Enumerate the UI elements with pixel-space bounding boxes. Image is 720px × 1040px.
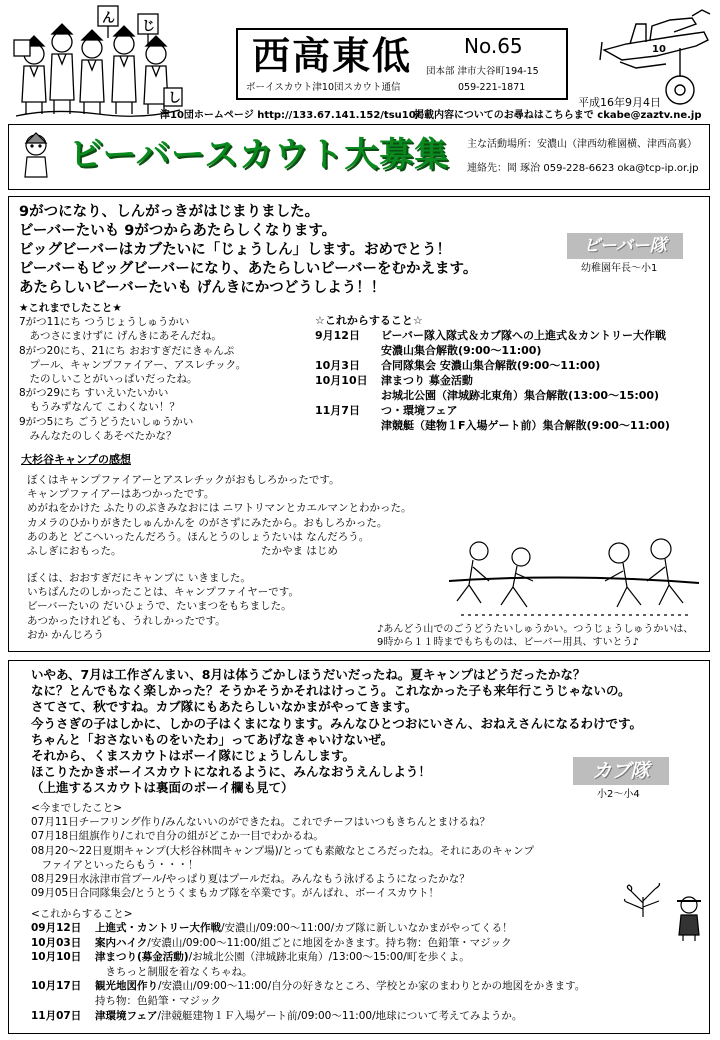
plant-illustration-icon [621, 883, 665, 919]
list-item: 08月20～22日夏期キャンプ(大杉谷林間キャンプ場)/とっても素敵なところだったね。それにあのキャンプ [31, 844, 535, 857]
schedule-detail: /安濃山/09:00～11:00/自分の好きなところ、学校とか家のまわりとかの地図をかきます。 [158, 980, 586, 993]
issue-date: 平成16年9月4日 [578, 96, 661, 109]
beaver-recruit-headline: ビーバースカウト大募集 [69, 135, 450, 175]
schedule-date: 10月10日 [31, 951, 82, 964]
list-item: もうみずなんて こわくない！？ [19, 401, 180, 414]
beaver-age-range: 幼稚園年長～小1 [581, 263, 658, 274]
beaver-intro-line: 9がつになり、しんがっきがはじまりました。 [19, 204, 320, 220]
schedule-row [31, 1009, 585, 1024]
schedule-date: 10月3日 [315, 359, 360, 372]
schedule-title: 案内ハイク [95, 936, 148, 949]
schedule-date [315, 388, 381, 403]
cub-age-range: 小2～小4 [597, 789, 640, 800]
list-item: みんなたのしくあそべたかな？ [19, 429, 177, 442]
essay-line: ビーバーたいの だいひょうで、たいまつをもちました。 [27, 600, 292, 613]
list-item: あつさにまけずに げんきにあそんだね。 [19, 330, 222, 343]
beaver-past-list [19, 301, 246, 443]
schedule-text: 津まつり 募金活動 [381, 374, 473, 387]
beaver-recruit-banner [8, 124, 710, 190]
beaver-intro [19, 203, 477, 298]
beaver-contact: 連絡先：岡 琢治 059-228-6623 oka@tcp-ip.or.jp [467, 163, 699, 174]
sign-char-1: ん [102, 11, 116, 26]
schedule-row [315, 388, 670, 403]
schedule-row [31, 965, 585, 980]
schedule-row [315, 403, 670, 418]
schedule-row [31, 994, 585, 1009]
beaver-intro-line: ビッグビーバーはカブたいに「じょうしん」します。おめでとう！ [19, 242, 451, 258]
schedule-text: 合同隊集会 安濃山集合解散(9:00～11:00) [381, 359, 601, 372]
schedule-date: 11月7日 [315, 404, 360, 417]
newsletter-subtitle: ボーイスカウト津10団スカウト通信 [246, 82, 401, 93]
sign-char-3: し [168, 91, 182, 106]
list-item: プール、キャンプファイアー、アスレチック。 [19, 358, 247, 371]
list-item: 8がつ29にち すいえいたいかい [19, 387, 169, 400]
essay-line: あのあと どこへいったんだろう。ほんとうのしょうたいは なんだろう。 [27, 530, 370, 543]
beaver-future-heading: ☆これからすること☆ [315, 314, 423, 327]
cub-intro [31, 667, 642, 797]
essay-line: キャンプファイアーはあつかったです。 [27, 488, 215, 501]
headquarters-address: 団本部 津市大谷町194-15 [426, 66, 539, 77]
headquarters-tel: 059-221-1871 [458, 82, 526, 93]
list-item: 9がつ5にち ごうどうたいしゅうかい [19, 415, 194, 428]
scouts-illustration-icon [12, 4, 184, 122]
cub-intro-line: なに？とんでもなく楽しかった？そうかそうかそれはけっこう。これなかった子も来年行こうじゃないの。 [31, 683, 631, 699]
schedule-title: 上進式・カントリー大作戦 [95, 922, 221, 934]
scout-figure-icon [673, 895, 705, 941]
cub-intro-line: ほこりたかきボーイスカウトになれるように、みんなおうえんしよう！ [31, 764, 431, 780]
page-title: 西高東低 [252, 33, 413, 78]
list-item: 8がつ20にち、21にち おおすぎだにきゃんぷ [19, 344, 235, 357]
schedule-row [31, 921, 585, 936]
cub-badge: カブ隊 [573, 757, 669, 785]
schedule-row [315, 358, 670, 373]
list-item: 08月29日水泳津市営プール/やっぱり夏はプールだね。みんなもう泳げるようになったかな？ [31, 873, 470, 886]
schedule-title: 観光地図作り [95, 980, 158, 993]
schedule-row [315, 343, 670, 358]
camp-essay-2 [27, 571, 299, 642]
cub-intro-line: さてさて、秋ですね。カブ隊にもあたらしいなかまがやってきます。 [31, 699, 418, 715]
beaver-past-heading: ★これまでしたこと★ [19, 302, 122, 314]
list-item: ファイアといったらもう・・・！ [31, 858, 199, 871]
list-item: 07月18日組旗作り/これで自分の組がどこか一目でわかるね。 [31, 830, 324, 843]
schedule-date [315, 343, 381, 358]
beaver-intro-line: ビーバーたいも 9がつからあたらしくなります。 [19, 223, 337, 239]
beaver-intro-line: ビーバーもビッグビーバーになり、あたらしいビーバーをむかえます。 [19, 261, 478, 277]
essay-line: カメラのひかりがきたしゅんかんを のがさずにみたから。おもしろかった。 [27, 516, 388, 529]
camp-essay-1 [27, 473, 411, 558]
schedule-date [315, 418, 381, 433]
photo-caption [377, 623, 693, 649]
schedule-text: つ・環境フェア [381, 404, 458, 417]
schedule-row [31, 936, 585, 951]
activity-area: 主な活動場所：安濃山（津西幼稚園横、津西高裏） [467, 139, 697, 150]
essay-line: めがねをかけた ふたりのぶきみなおには ニワトリマンとカエルマンとわかった。 [27, 502, 412, 515]
schedule-row [315, 328, 670, 343]
cub-intro-line: （上進するスカウトは裏面のボーイ欄も見て） [31, 780, 294, 796]
beaver-mascot-icon [19, 131, 53, 181]
cub-intro-line: それから、くまスカウトはボーイ隊にじょうしんします。 [31, 748, 356, 764]
sign-char-2: じ [142, 19, 156, 34]
schedule-row [31, 979, 585, 994]
essay-line: あつかったけれども、うれしかったです。 [27, 614, 226, 627]
schedule-title: 津まつり(募金活動) [95, 951, 189, 964]
beaver-intro-line: あたらしいビーバーたいも げんきにかつどうしよう！！ [19, 280, 386, 296]
schedule-date: 10月03日 [31, 936, 82, 949]
schedule-text: お城北公園（津城跡北東角）集合解散(13:00～15:00) [381, 389, 660, 402]
schedule-detail: /安濃山/09:00～11:00/カブ隊に新しいなかまがやってくる！ [221, 922, 513, 934]
cub-future-list [31, 907, 585, 1023]
camp-impressions-heading: 大杉谷キャンプの感想 [21, 453, 131, 466]
essay-line: ぼくはキャンプファイアーとアスレチックがおもしろかったです。 [27, 474, 340, 486]
schedule-text: 津競艇（建物１F入場ゲート前）集合解散(9:00～11:00) [381, 419, 670, 432]
schedule-row [315, 373, 670, 388]
schedule-date: 9月12日 [315, 329, 360, 342]
schedule-row [315, 418, 670, 433]
schedule-detail: /津競艇建物１Ｆ入場ゲート前/09:00～11:00/地球について考えてみようか。 [157, 1009, 523, 1022]
schedule-date: 11月07日 [31, 1009, 82, 1022]
essay-line: ぼくは、おおすぎだにキャンプに いきました。 [27, 572, 251, 584]
cub-future-heading: <これからすること> [31, 908, 133, 920]
beaver-badge: ビーバー隊 [567, 233, 683, 259]
schedule-detail: きちっと制服を着なくちゃね。 [95, 965, 253, 978]
schedule-detail: /お城北公園（津城跡北東角）/13:00～15:00/町を歩くよ。 [188, 951, 470, 964]
schedule-date: 10月17日 [31, 980, 82, 993]
cub-intro-line: いやあ、7月は工作ざんまい、8月は体うごかしほうだいだったね。夏キャンプはどうだったかな？ [31, 667, 586, 682]
essay-line: ふしぎにおもった。 [27, 545, 122, 558]
cub-past-list [31, 801, 534, 900]
cub-past-heading: <今までしたこと> [31, 802, 123, 814]
schedule-detail: /安濃山/09:00～11:00/組ごとに地図をかきます。持ち物：色鉛筆・マジック [147, 936, 512, 949]
cub-intro-line: 今うさぎの子はしかに、しかの子はくまになります。みんなひとつおにいさん、おねえさんになるわけです。 [31, 715, 643, 731]
camp-essay-1-author: たかやま はじめ [261, 545, 338, 557]
beaver-future-list [315, 313, 670, 433]
schedule-row [31, 950, 585, 965]
camp-essay-2-author: おか かんじろう [27, 628, 104, 641]
schedule-date: 10月10日 [315, 374, 368, 387]
list-item: 09月05日合同隊集会/とうとうくまもカブ隊を卒業です。がんばれ、ボーイスカウト！ [31, 887, 439, 900]
list-item: 7がつ11にち つうじょうしゅうかい [19, 316, 190, 329]
schedule-date: 09月12日 [31, 922, 82, 934]
cub-section [8, 660, 710, 1034]
homepage-link[interactable]: 津10団ホームページ http://133.67.141.152/tsu10/ [160, 110, 420, 121]
title-box [236, 28, 568, 100]
essay-line: いちばんたのしかったことは、キャンプファイヤーです。 [27, 586, 299, 599]
issue-number: No.65 [464, 34, 523, 58]
list-item: 07月11日チーフリング作り/みんないいのができたね。これでチーフはいつもきちんとまけるね？ [31, 816, 491, 829]
schedule-text: ビーバー隊入隊式＆カブ隊への上進式＆カントリー大作戦 [381, 329, 667, 342]
schedule-detail: 持ち物：色鉛筆・マジック [95, 994, 221, 1007]
caption-line: ♪あんどう山でのごうどうたいしゅうかい。つうじょうしゅうかいは、 [377, 624, 694, 635]
schedule-text: 安濃山集合解散(9:00～11:00) [381, 344, 542, 357]
caption-line: 9時から１１時までもちものは、ビーバー用具、すいとう♪ [377, 637, 639, 648]
inquiry-contact: 掲載内容についてのお尋ねはこちらまで ckabe@zaztv.ne.jp [414, 110, 702, 121]
schedule-title: 津環境フェア [95, 1009, 158, 1022]
plane-number: 10 [652, 44, 666, 55]
tug-of-war-illustration-icon [449, 523, 699, 623]
cub-intro-line: ちゃんと「おさないものをいたわ」ってあげなきゃいけないぜ。 [31, 731, 394, 747]
list-item: たのしいことがいっぱいだったね。 [19, 373, 198, 386]
beaver-section [8, 196, 710, 652]
